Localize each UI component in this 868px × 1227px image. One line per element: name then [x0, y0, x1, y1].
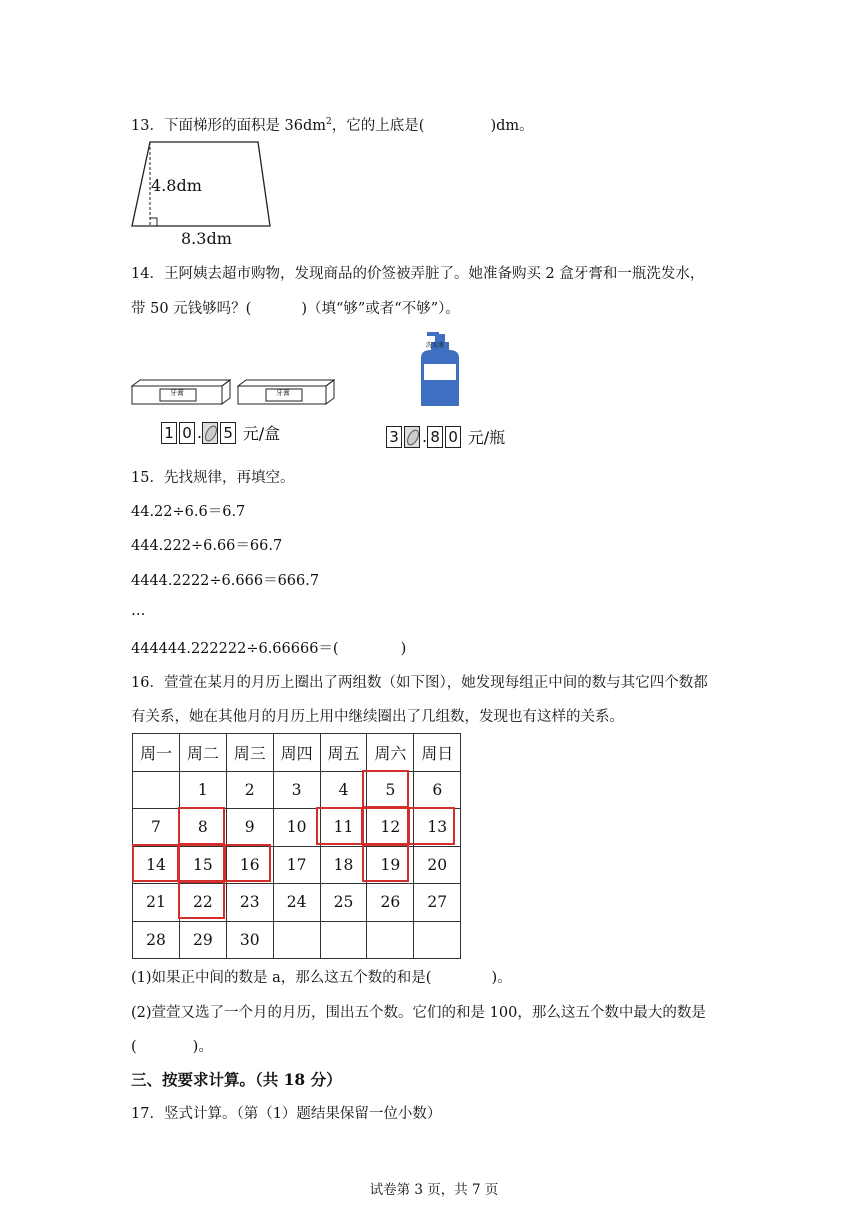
calendar-cell: 3: [273, 771, 320, 809]
weekday-header: 周日: [414, 734, 461, 772]
calendar-cell: 21: [133, 884, 180, 922]
q15-line: 444.222÷6.66＝66.7: [131, 538, 283, 554]
weekday-header: 周三: [226, 734, 273, 772]
shampoo-unit: 元/瓶: [467, 428, 506, 447]
calendar-row: [133, 771, 461, 809]
calendar-cell: 14: [133, 846, 180, 884]
calendar-cell: 19: [367, 846, 414, 884]
calendar-cell: 20: [414, 846, 461, 884]
q15-line: 44.22÷6.6＝6.7: [131, 504, 246, 520]
q17-text: 17．竖式计算。（第（1）题结果保留一位小数）: [131, 1106, 442, 1122]
calendar-cell: [273, 921, 320, 959]
toothpaste-digit: 0: [179, 422, 195, 444]
calendar-header-row: [133, 734, 461, 772]
calendar-cell: 23: [226, 884, 273, 922]
weekday-header: 周六: [367, 734, 414, 772]
q15-line: 4444.2222÷6.666＝666.7: [131, 573, 320, 589]
calendar-cell: 13: [414, 809, 461, 847]
stained-digit: [202, 422, 218, 444]
stained-digit: [404, 426, 420, 448]
calendar-cell: 17: [273, 846, 320, 884]
q15-title: 15．先找规律，再填空。: [131, 470, 295, 486]
q14-line2: 带 50 元钱够吗？( )（填“够”或者“不够”）。: [131, 301, 460, 317]
q13-text: 13．下面梯形的面积是 $36dm^2$，它的上底是( )dm。: [131, 117, 534, 134]
calendar-row: [133, 846, 461, 884]
calendar-row: [133, 921, 461, 959]
toothpaste-unit: 元/盒: [242, 424, 281, 443]
calendar-table: [132, 733, 461, 959]
calendar-cell: [320, 921, 367, 959]
weekday-header: 周二: [179, 734, 226, 772]
calendar-cell: [367, 921, 414, 959]
calendar-row: [133, 884, 461, 922]
shampoo-label: 洗发液: [426, 342, 445, 349]
calendar-cell: 18: [320, 846, 367, 884]
toothpaste-digit: 5: [220, 422, 236, 444]
weekday-header: 周五: [320, 734, 367, 772]
calendar-row: [133, 809, 461, 847]
q14-line1: 14．王阿姨去超市购物，发现商品的价签被弄脏了。她准备购买 2 盒牙膏和一瓶洗发水，: [131, 266, 705, 282]
toothpaste-price-tag: 1 0 . 5 元/盒: [161, 421, 280, 444]
calendar-cell: 27: [414, 884, 461, 922]
toothpaste-digit: 1: [161, 422, 177, 444]
calendar-cell: 2: [226, 771, 273, 809]
page-footer: 试卷第 3 页，共 7 页: [369, 1182, 499, 1198]
q16-line1: 16．萱萱在某月的月历上圈出了两组数（如下图），她发现每组正中间的数与其它四个数都: [131, 675, 708, 691]
weekday-header: 周四: [273, 734, 320, 772]
calendar-cell: 28: [133, 921, 180, 959]
calendar-cell: 29: [179, 921, 226, 959]
calendar-cell: 25: [320, 884, 367, 922]
weekday-header: 周一: [133, 734, 180, 772]
toothpaste-boxes: [130, 378, 335, 410]
shampoo-digit: 3: [386, 426, 402, 448]
calendar-cell: 12: [367, 809, 414, 847]
q15-ellipsis: …: [131, 603, 146, 619]
q16-sub2: (2)萱萱又选了一个月的月历，围出五个数。它们的和是 100，那么这五个数中最大的数是: [131, 1005, 706, 1021]
calendar-cell: 26: [367, 884, 414, 922]
section-heading: 三、按要求计算。（共 18 分）: [131, 1070, 342, 1089]
toothpaste-label-2: 牙膏: [276, 389, 290, 397]
q15-last-line: 444444.222222÷6.66666＝( ): [131, 641, 407, 657]
calendar-cell: 7: [133, 809, 180, 847]
calendar-cell: 22: [179, 884, 226, 922]
calendar-cell: 1: [179, 771, 226, 809]
calendar-cell: 16: [226, 846, 273, 884]
calendar-cell: 15: [179, 846, 226, 884]
shampoo-price-tag: 3 . 8 0 元/瓶: [386, 425, 505, 448]
shampoo-digit: 8: [427, 426, 443, 448]
calendar-cell: 24: [273, 884, 320, 922]
calendar-cell: 6: [414, 771, 461, 809]
calendar-cell: 11: [320, 809, 367, 847]
calendar-cell: [414, 921, 461, 959]
trapezoid-base-label: 8.3dm: [181, 229, 232, 248]
shampoo-digit: 0: [445, 426, 461, 448]
toothpaste-label-1: 牙膏: [170, 389, 184, 397]
calendar-cell: 4: [320, 771, 367, 809]
trapezoid-height-label: 4.8dm: [151, 176, 202, 195]
calendar-cell: 30: [226, 921, 273, 959]
calendar-cell: 8: [179, 809, 226, 847]
calendar-cell: 10: [273, 809, 320, 847]
q16-sub2-answer: ( )。: [131, 1039, 213, 1055]
q16-line2: 有关系，她在其他月的月历上用中继续圈出了几组数，发现也有这样的关系。: [131, 709, 624, 725]
calendar-cell: 5: [367, 771, 414, 809]
calendar-cell: 9: [226, 809, 273, 847]
q16-sub1: (1)如果正中间的数是 a，那么这五个数的和是( )。: [131, 970, 512, 986]
calendar-cell: [133, 771, 180, 809]
